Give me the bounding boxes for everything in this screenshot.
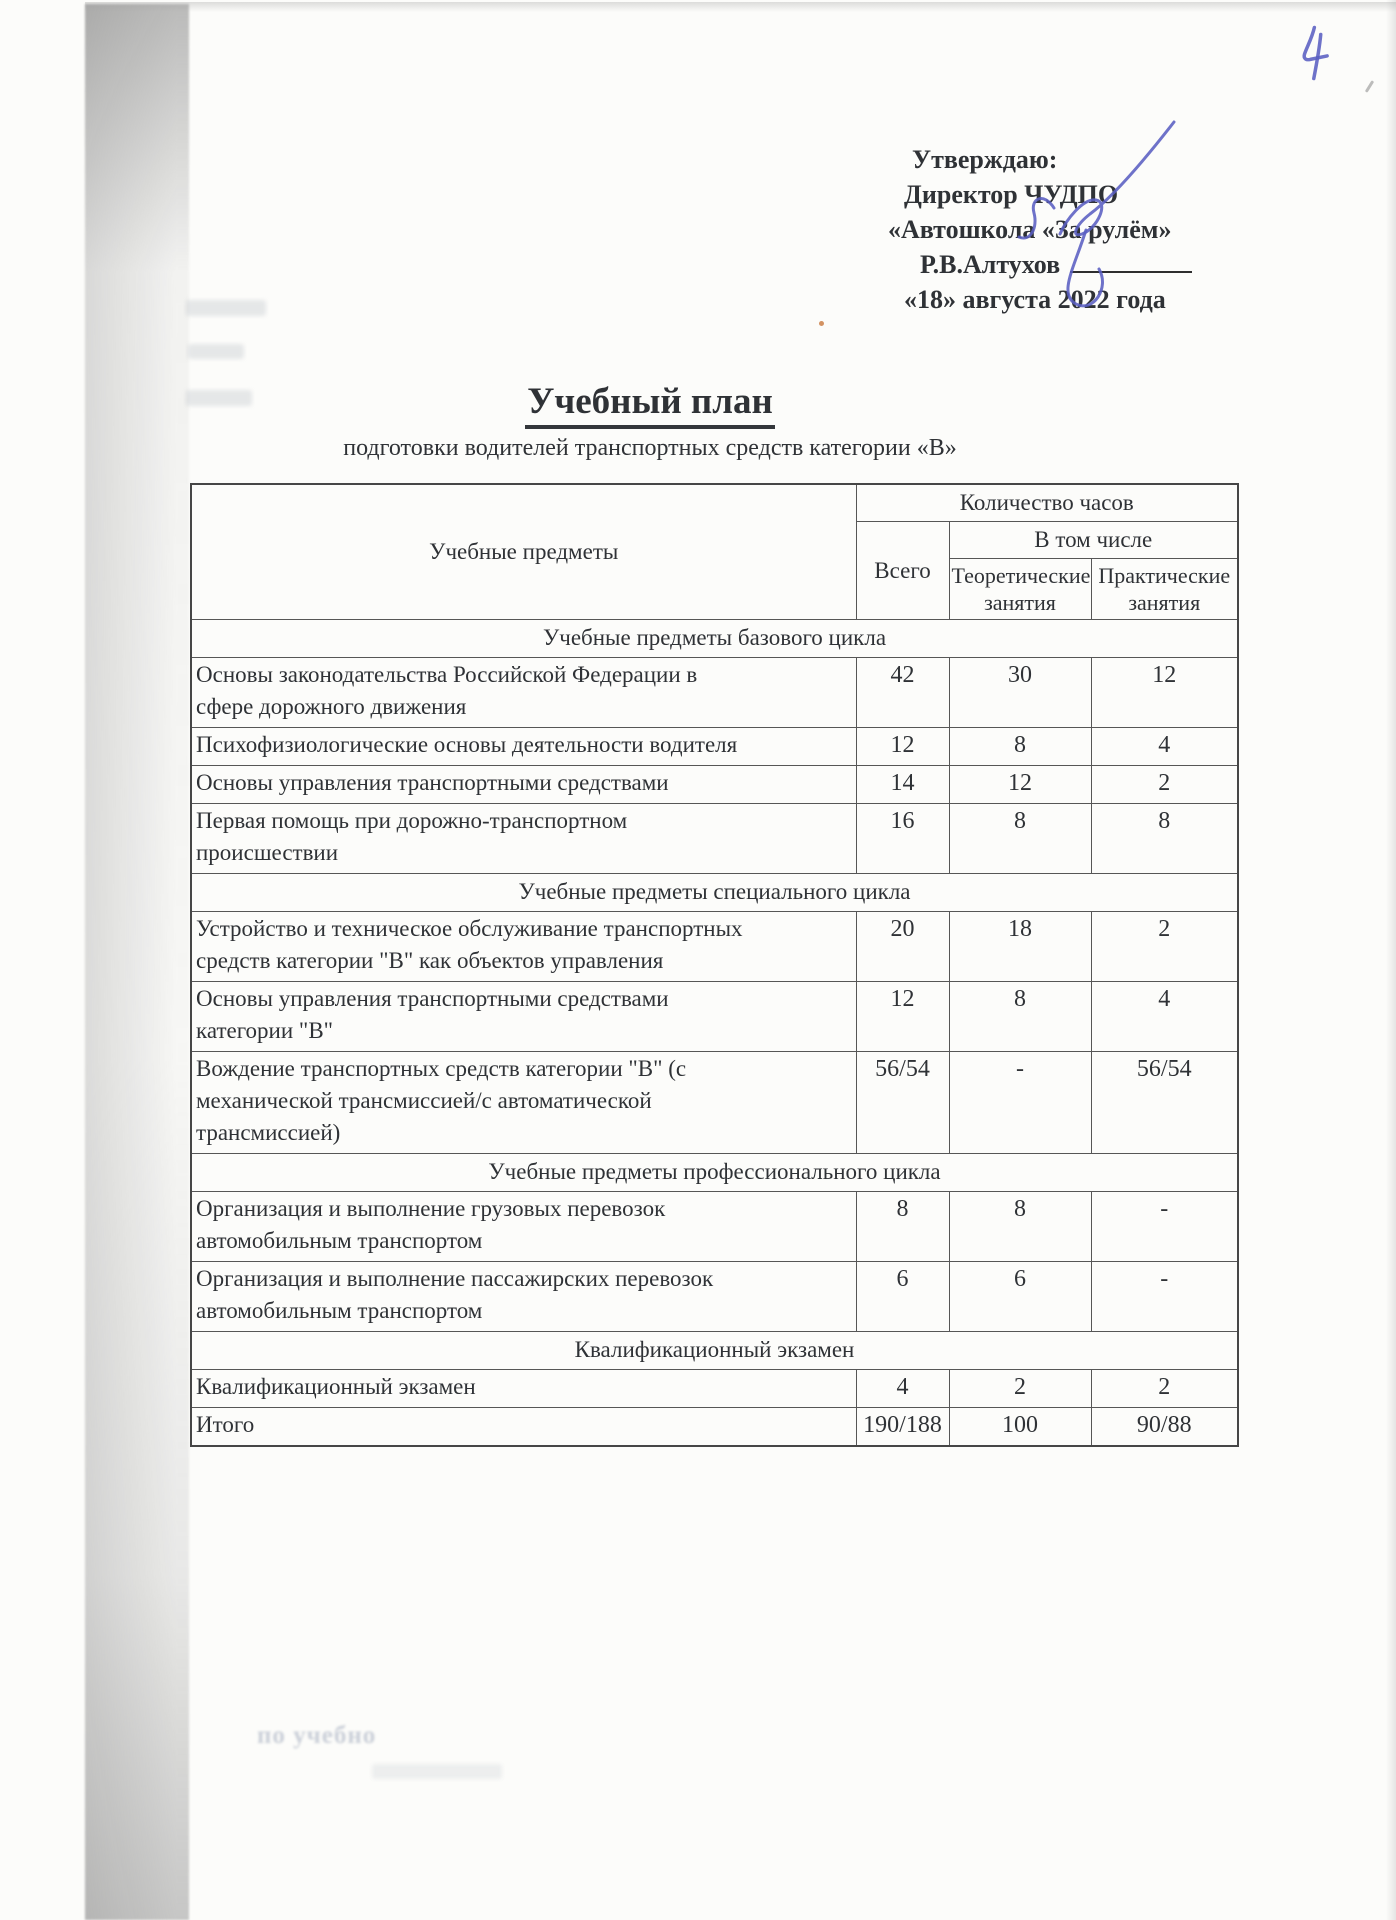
subject-row xyxy=(191,804,1238,874)
curriculum-table xyxy=(190,483,1239,1447)
section-row xyxy=(191,1154,1238,1192)
subject-row xyxy=(191,766,1238,804)
subject-row xyxy=(191,1408,1238,1447)
section-row xyxy=(191,1332,1238,1370)
subject-theory-hours: 12 xyxy=(949,766,1091,804)
subject-practice-hours: 8 xyxy=(1091,804,1238,874)
scanner-shadow-right xyxy=(1386,0,1396,1920)
page-subtitle: подготовки водителей транспортных средств категории «В» xyxy=(343,434,957,461)
curriculum-table-header xyxy=(191,484,1238,620)
subject-practice-hours: - xyxy=(1091,1192,1238,1262)
subject-total-hours: 6 xyxy=(856,1262,949,1332)
bleed-through-blob xyxy=(372,1764,502,1779)
approval-block xyxy=(888,142,1192,317)
title-block xyxy=(90,382,1210,462)
subject-total-hours: 12 xyxy=(856,982,949,1052)
subject-total-hours: 20 xyxy=(856,912,949,982)
subject-practice-hours: 2 xyxy=(1091,912,1238,982)
curriculum-table-body xyxy=(191,620,1238,1447)
subject-theory-hours: 100 xyxy=(949,1408,1091,1447)
bleed-through-blob xyxy=(188,344,244,359)
section-label: Учебные предметы специального цикла xyxy=(191,874,1238,912)
scanner-shadow-top xyxy=(85,2,1396,12)
header-theory: Теоретические занятия xyxy=(949,559,1091,620)
subject-total-hours: 16 xyxy=(856,804,949,874)
signature-line xyxy=(1070,247,1192,273)
subject-total-hours: 42 xyxy=(856,658,949,728)
subject-row xyxy=(191,658,1238,728)
subject-theory-hours: 8 xyxy=(949,982,1091,1052)
subject-name: Итого xyxy=(191,1408,856,1447)
subject-name: Устройство и техническое обслуживание транспортных средств категории "В" как объектов управления xyxy=(191,912,856,982)
subject-total-hours: 190/188 xyxy=(856,1408,949,1447)
subject-row xyxy=(191,1370,1238,1408)
header-subjects: Учебные предметы xyxy=(191,484,856,620)
subject-name: Основы управления транспортными средствами категории "В" xyxy=(191,982,856,1052)
subject-theory-hours: 8 xyxy=(949,728,1091,766)
subject-total-hours: 8 xyxy=(856,1192,949,1262)
header-hours: Количество часов xyxy=(856,484,1238,522)
header-total: Всего xyxy=(856,522,949,620)
subject-name: Организация и выполнение пассажирских перевозок автомобильным транспортом xyxy=(191,1262,856,1332)
section-row xyxy=(191,874,1238,912)
subject-total-hours: 12 xyxy=(856,728,949,766)
subject-theory-hours: 30 xyxy=(949,658,1091,728)
header-including: В том числе xyxy=(949,522,1238,559)
subject-name: Вождение транспортных средств категории "В" (с механической трансмиссией/с автоматической трансмиссией) xyxy=(191,1052,856,1154)
subject-row xyxy=(191,1052,1238,1154)
approval-line: Утверждаю: xyxy=(912,145,1058,174)
pen-tick-mark xyxy=(1365,80,1374,93)
subject-theory-hours: - xyxy=(949,1052,1091,1154)
subject-theory-hours: 8 xyxy=(949,1192,1091,1262)
subject-practice-hours: 2 xyxy=(1091,766,1238,804)
subject-practice-hours: - xyxy=(1091,1262,1238,1332)
section-label: Учебные предметы профессионального цикла xyxy=(191,1154,1238,1192)
approval-line: Директор ЧУДПО xyxy=(904,180,1119,209)
subject-practice-hours: 2 xyxy=(1091,1370,1238,1408)
paper-speck xyxy=(819,321,824,326)
header-practice: Практические занятия xyxy=(1091,559,1238,620)
subject-row xyxy=(191,728,1238,766)
handwritten-page-number xyxy=(1299,24,1339,82)
subject-row xyxy=(191,912,1238,982)
section-label: Квалификационный экзамен xyxy=(191,1332,1238,1370)
subject-theory-hours: 18 xyxy=(949,912,1091,982)
subject-name: Организация и выполнение грузовых перевозок автомобильным транспортом xyxy=(191,1192,856,1262)
subject-total-hours: 4 xyxy=(856,1370,949,1408)
approval-line: «Автошкола «За рулём» xyxy=(888,215,1172,244)
subject-row xyxy=(191,982,1238,1052)
subject-name: Психофизиологические основы деятельности водителя xyxy=(191,728,856,766)
subject-practice-hours: 4 xyxy=(1091,728,1238,766)
subject-name: Квалификационный экзамен xyxy=(191,1370,856,1408)
section-row xyxy=(191,620,1238,658)
scanner-shadow-left xyxy=(85,4,189,1920)
subject-row xyxy=(191,1262,1238,1332)
subject-theory-hours: 8 xyxy=(949,804,1091,874)
subject-total-hours: 56/54 xyxy=(856,1052,949,1154)
section-label: Учебные предметы базового цикла xyxy=(191,620,1238,658)
subject-row xyxy=(191,1192,1238,1262)
bleed-through-blob xyxy=(186,300,266,316)
approval-signatory-line xyxy=(920,247,1192,282)
signatory-name: Р.В.Алтухов xyxy=(920,250,1061,279)
subject-practice-hours: 12 xyxy=(1091,658,1238,728)
subject-name: Основы законодательства Российской Федерации в сфере дорожного движения xyxy=(191,658,856,728)
subject-practice-hours: 4 xyxy=(1091,982,1238,1052)
bleed-through-text: по учебно xyxy=(257,1722,377,1749)
subject-theory-hours: 2 xyxy=(949,1370,1091,1408)
subject-theory-hours: 6 xyxy=(949,1262,1091,1332)
subject-practice-hours: 56/54 xyxy=(1091,1052,1238,1154)
subject-total-hours: 14 xyxy=(856,766,949,804)
subject-name: Первая помощь при дорожно-транспортном происшествии xyxy=(191,804,856,874)
subject-name: Основы управления транспортными средствами xyxy=(191,766,856,804)
page-title: Учебный план xyxy=(525,382,775,429)
approval-date-line: «18» августа 2022 года xyxy=(904,285,1166,314)
subject-practice-hours: 90/88 xyxy=(1091,1408,1238,1447)
